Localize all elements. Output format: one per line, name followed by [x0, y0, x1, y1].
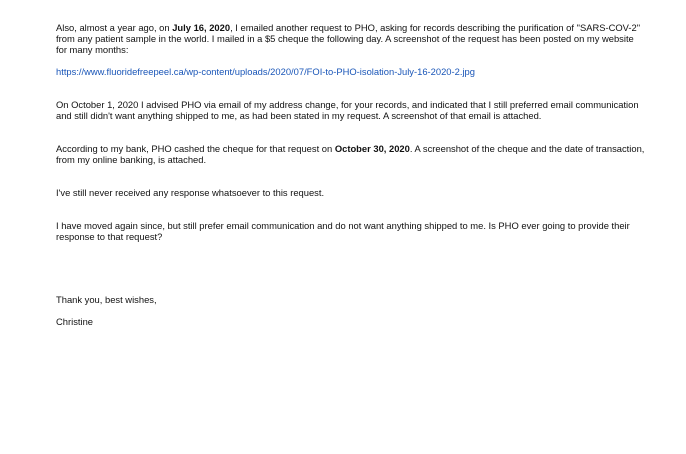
paragraph-address-change: On October 1, 2020 I advised PHO via email of my address change, for your records, and indicated that I still preferred email communication and still didn't want anything shipped to me, as had been stated in my request. A screenshot of that email is attached. — [56, 99, 639, 121]
paragraph-text: . A screenshot of the cheque and the date of transaction, from my online banking, is attached. — [56, 143, 645, 165]
paragraph-text: Also, almost a year ago, on — [56, 22, 173, 33]
paragraph-no-response: I've still never received any response whatsoever to this request. — [56, 187, 325, 198]
screenshot-link[interactable]: https://www.fluoridefreepeel.ca/wp-content/uploads/2020/07/FOI-to-PHO-isolation-July-16-2020-2.jpg — [56, 66, 475, 77]
paragraph-text: According to my bank, PHO cashed the cheque for that request on — [56, 143, 335, 154]
email-body — [56, 22, 646, 327]
cheque-date: October 30, 2020 — [334, 143, 410, 154]
paragraph-request-date — [56, 22, 646, 55]
signature: Christine — [56, 316, 93, 327]
paragraph-moved-again: I have moved again since, but still prefer email communication and do not want anything shipped to me. Is PHO ever going to provide their response to that request? — [56, 220, 630, 242]
closing-line: Thank you, best wishes, — [56, 294, 157, 305]
paragraph-text: , I emailed another request to PHO, asking for records describing the purification of "SARS-COV-2" from any patient sample in the world. I mailed in a $5 cheque the following day. A screenshot of the request has been posted on my website for many months: — [56, 22, 641, 55]
request-date: July 16, 2020 — [172, 22, 231, 33]
paragraph-cheque-cashed — [56, 143, 646, 165]
